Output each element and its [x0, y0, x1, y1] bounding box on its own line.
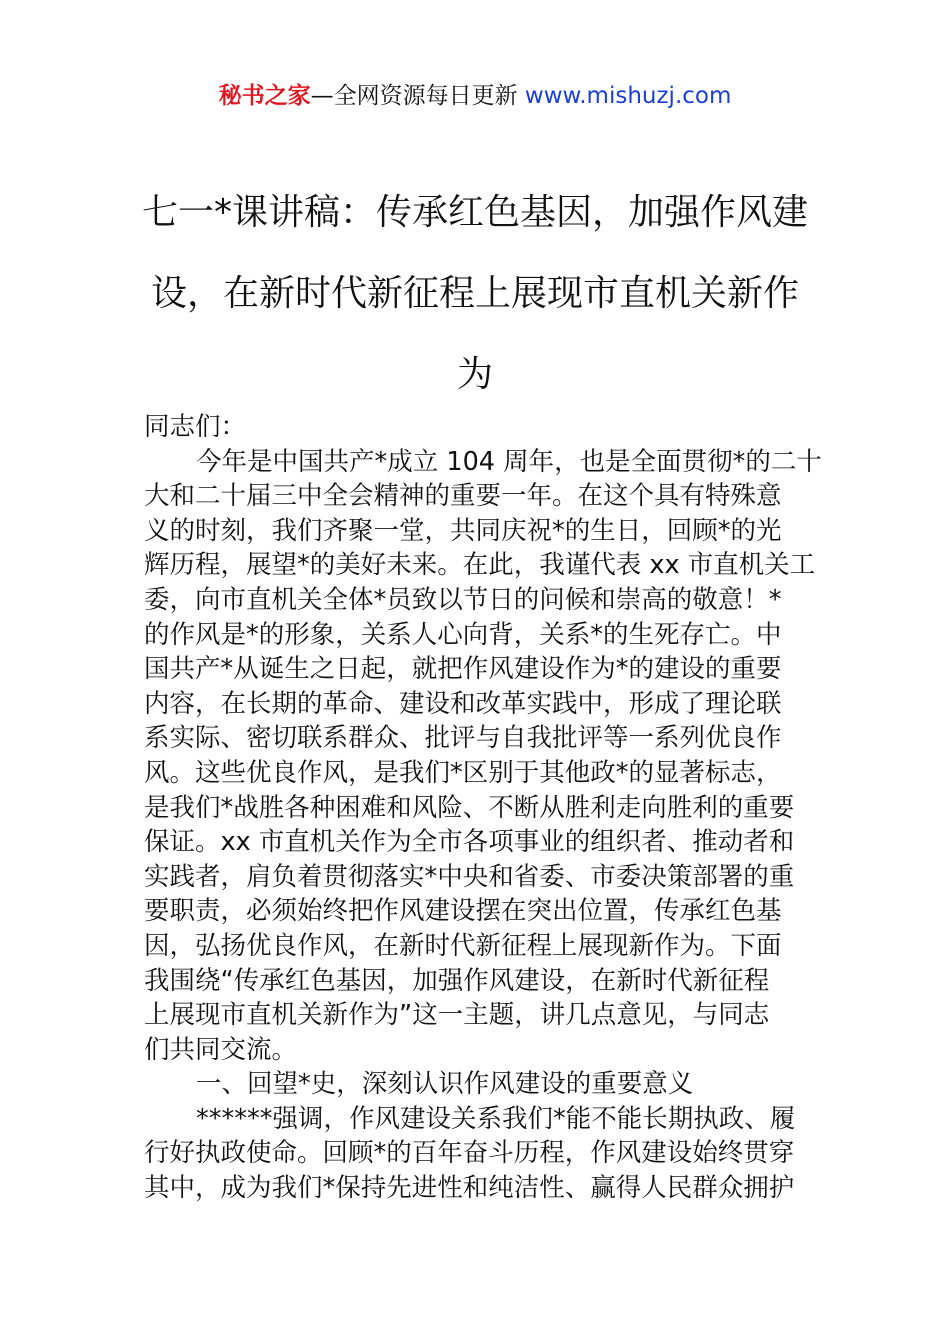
paragraph-section1 [144, 1102, 814, 1206]
text-line: 的作风是*的形象，关系人心向背，关系*的生死存亡。中 [144, 619, 782, 650]
site-tagline: —全网资源每日更新 [310, 83, 525, 109]
salutation: 同志们： [144, 412, 247, 442]
document-title [130, 172, 820, 415]
title-line: 设，在新时代新征程上展现市直机关新作 [150, 273, 799, 314]
text-line: 实践者，肩负着贯彻落实*中央和省委、市委决策部署的重 [144, 861, 795, 892]
text-line: 我围绕“传承红色基因，加强作风建设，在新时代新征程 [144, 965, 770, 996]
text-line: 要职责，必须始终把作风建设摆在突出位置，传承红色基 [144, 896, 782, 927]
site-banner [0, 80, 950, 112]
text-line: 其中，成为我们*保持先进性和纯洁性、赢得人民群众拥护 [144, 1173, 795, 1204]
text-line: 风。这些优良作风，是我们*区别于其他政*的显著标志， [144, 757, 782, 788]
text-line: 上展现市直机关新作为”这一主题，讲几点意见，与同志 [144, 1000, 770, 1031]
site-url[interactable]: www.mishuzj.com [524, 83, 732, 109]
text-line: 因，弘扬优良作风，在新时代新征程上展现新作为。下面 [144, 930, 782, 961]
text-line: 是我们*战胜各种困难和风险、不断从胜利走向胜利的重要 [144, 792, 795, 823]
text-line: 行好执政使命。回顾*的百年奋斗历程，作风建设始终贯穿 [144, 1138, 795, 1169]
section-heading: 一、回望*史，深刻认识作风建设的重要意义 [196, 1069, 694, 1100]
site-brand: 秘书之家 [218, 83, 311, 109]
text-line: 保证。xx 市直机关作为全市各项事业的组织者、推动者和 [144, 827, 795, 858]
document-body [144, 410, 822, 1206]
text-line: 系实际、密切联系群众、批评与自我批评等一系列优良作 [144, 723, 782, 754]
text-line: 义的时刻，我们齐聚一堂，共同庆祝*的生日，回顾*的光 [144, 515, 782, 546]
paragraph-intro [144, 445, 822, 1068]
text-line: ******强调，作风建设关系我们*能不能长期执政、履 [196, 1103, 796, 1134]
text-line: 国共产*从诞生之日起，就把作风建设作为*的建设的重要 [144, 654, 782, 685]
text-line: 内容，在长期的革命、建设和改革实践中，形成了理论联 [144, 688, 782, 719]
title-line: 七一*课讲稿：传承红色基因，加强作风建 [141, 192, 808, 233]
text-line: 们共同交流。 [144, 1034, 298, 1065]
text-line: 今年是中国共产*成立 104 周年，也是全面贯彻*的二十 [196, 446, 822, 477]
text-line: 辉历程，展望*的美好未来。在此，我谨代表 xx 市直机关工 [144, 550, 816, 581]
text-line: 委，向市直机关全体*员致以节日的问候和崇高的敬意！* [144, 584, 782, 615]
text-line: 大和二十届三中全会精神的重要一年。在这个具有特殊意 [144, 481, 782, 512]
title-line: 为 [456, 354, 493, 395]
